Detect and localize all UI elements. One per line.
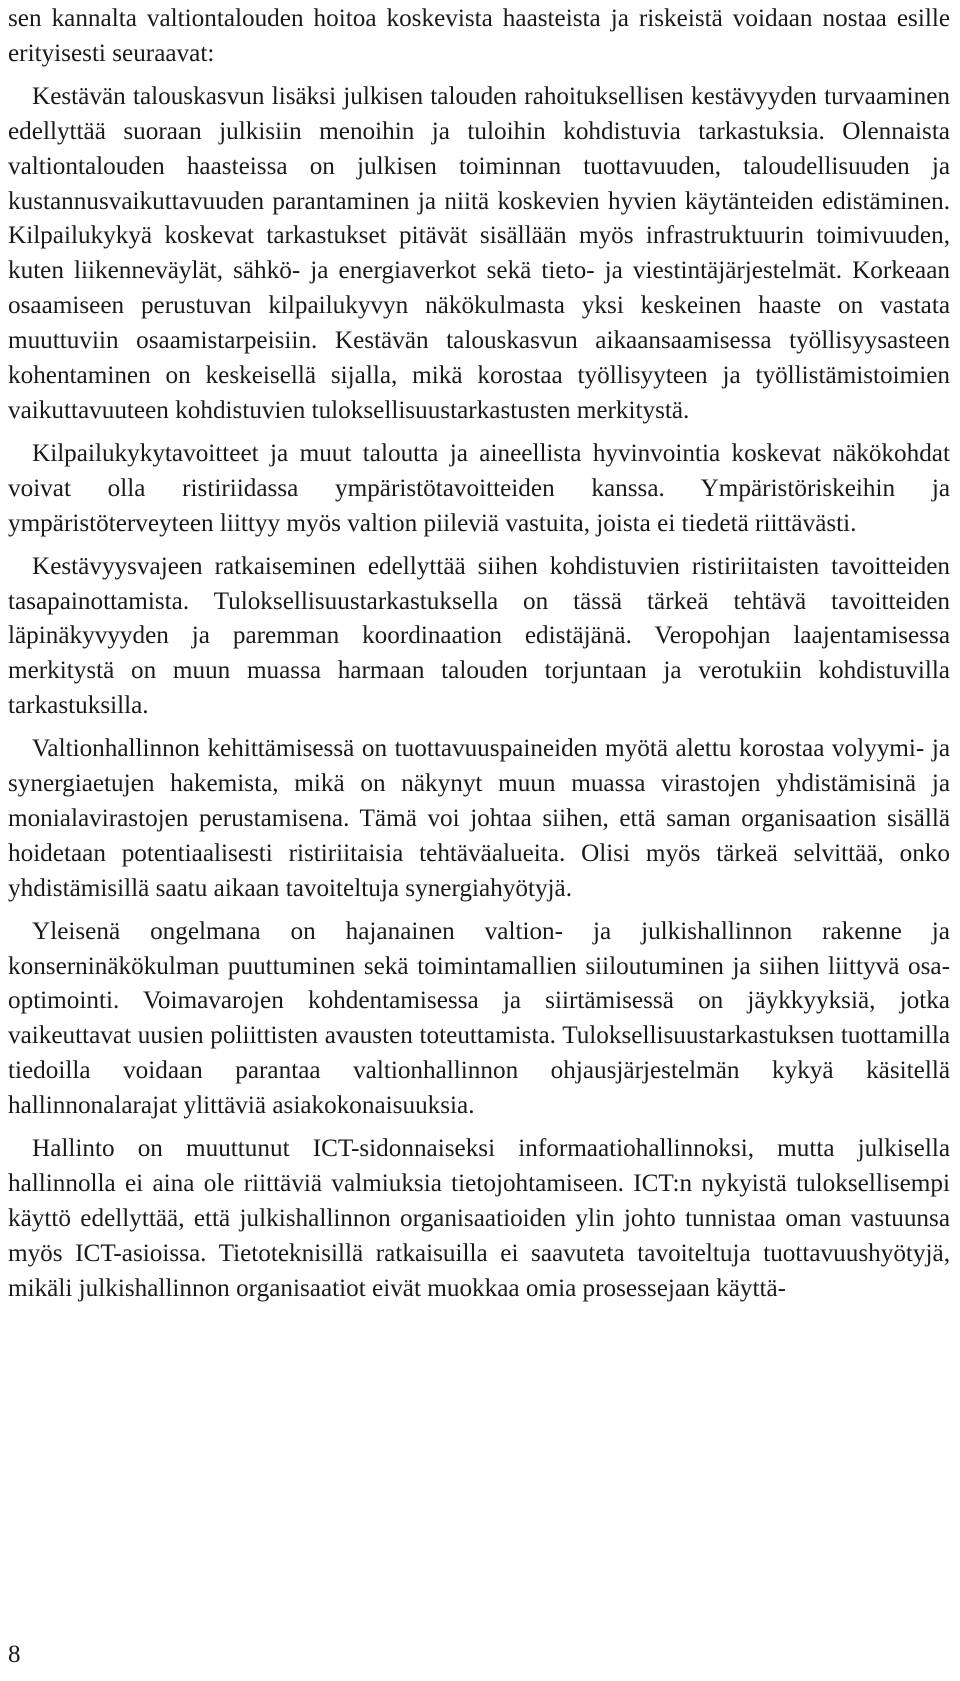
paragraph-sustainability-gap: Kestävyysvajeen ratkaiseminen edellyttää siihen kohdistuvien ristiriitaisten tavoitteiden tasapainottamista. Tuloksellisuustarkastuksella on tässä tärkeä tehtävä tavoitteiden läpinäkyvyyden ja paremman koordinaation edistäjänä. Veropohjan laajentamisessa merkitystä on muun muassa harmaan talouden torjuntaan ja verotukiin kohdistuvilla tarkastuksilla. [8,552,950,720]
paragraph-state-administration: Valtionhallinnon kehittämisessä on tuottavuuspaineiden myötä alettu korostaa volyymi- ja synergiaetujen hakemista, mikä on näkynyt muun muassa virastojen yhdistämisinä ja monialavirastojen perustamisena. Tämä voi johtaa siihen, että saman organisaation sisällä hoidetaan potentiaalisesti ristiriitaisia tehtäväalueita. Olisi myös tärkeä selvittää, onko yhdistämisillä saatu aikaan tavoiteltuja synergiahyötyjä. [8,735,950,902]
page-number: 8 [8,1641,21,1668]
paragraph-competitiveness-environment: Kilpailukykytavoitteet ja muut taloutta ja aineellista hyvinvointia koskevat näkökohdat voivat olla ristiriidassa ympäristötavoitteiden kanssa. Ympäristöriskeihin ja ympäristöterveyteen liittyy myös valtion piileviä vastuita, joista ei tiedetä riittävästi. [8,439,950,537]
paragraph-continuation: sen kannalta valtiontalouden hoitoa koskevista haasteista ja riskeistä voidaan nostaa esille erityisesti seuraavat: [8,5,950,67]
paragraph-ict-administration: Hallinto on muuttunut ICT-sidonnaiseksi informaatiohallinnoksi, mutta julkisella hallinnolla ei aina ole riittäviä valmiuksia tietojohtamiseen. ICT:n nykyistä tuloksellisempi käyttö edellyttää, että julkishallinnon organisaatioiden ylin johto tunnistaa oman vastuunsa myös ICT-asioissa. Tietoteknisillä ratkaisuilla ei saavuteta tavoiteltuja tuottavuushyötyjä, mikäli julkishallinnon organisaatiot eivät muokkaa omia prosessejaan käyttä- [8,1135,950,1302]
paragraph-sustainable-growth: Kestävän talouskasvun lisäksi julkisen talouden rahoituksellisen kestävyyden turvaaminen edellyttää suoraan julkisiin menoihin ja tuloihin kohdistuvia tarkastuksia. Olennaista valtiontalouden haasteissa on julkisen toiminnan tuottavuuden, taloudellisuuden ja kustannusvaikuttavuuden parantaminen ja niitä koskevien hyvien käytänteiden edistäminen. Kilpailukykyä koskevat tarkastukset pitävät sisällään myös infrastruktuurin toimivuuden, kuten liikenneväylät, sähkö- ja energiaverkot sekä tieto- ja viestintäjärjestelmät. Korkeaan osaamiseen perustuvan kilpailukyvyn näkökulmasta yksi keskeinen haaste on vastata muuttuviin osaamistarpeisiin. Kestävän talouskasvun aikaansaamisessa työllisyysasteen kohentaminen on keskeisellä sijalla, mikä korostaa työllisyyteen ja työllistämistoimien vaikuttavuuteen kohdistuvien tuloksellisuustarkastusten merkitystä. [8,82,950,424]
paragraph-fragmented-structure: Yleisenä ongelmana on hajanainen valtion- ja julkishallinnon rakenne ja konserninäkökulman puuttuminen sekä toimintamallien siiloutuminen ja siihen liittyvä osa-optimointi. Voimavarojen kohdentamisessa ja siirtämisessä on jäykkyyksiä, jotka vaikeuttavat uusien poliittisten avausten toteuttamista. Tuloksellisuustarkastuksen tuottamilla tiedoilla voidaan parantaa valtionhallinnon ohjausjärjestelmän kykyä käsitellä hallinnonalarajat ylittäviä asiakokonaisuuksia. [8,917,950,1120]
